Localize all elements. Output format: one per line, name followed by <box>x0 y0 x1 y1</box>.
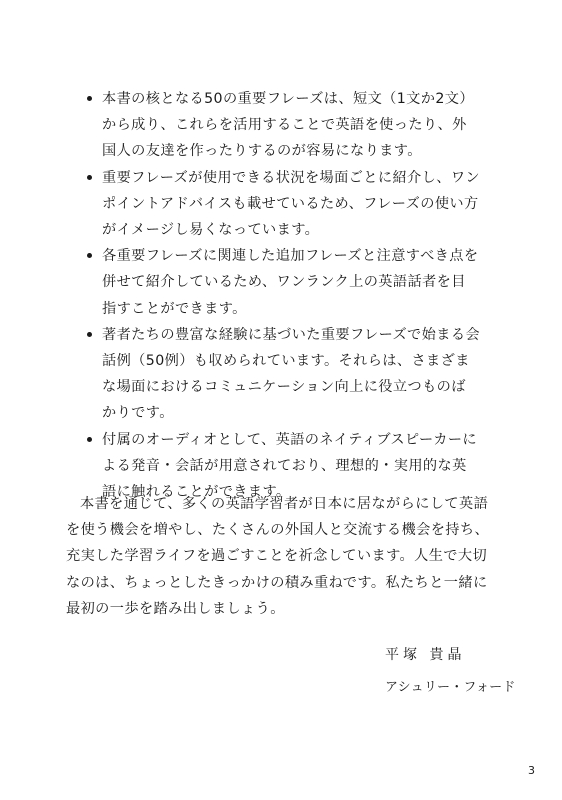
feature-bullet-list <box>84 86 480 505</box>
bullet-dot-icon <box>87 253 92 258</box>
author-name-1: 平塚 貴晶 <box>385 647 466 663</box>
bullet-text: 本書の核となる50の重要フレーズは、短文（1文か2文）から成り、これらを活用することで英語を使ったり、外国人の友達を作ったりするのが容易になります。 <box>102 91 474 160</box>
bullet-dot-icon <box>87 175 92 180</box>
bullet-text: 各重要フレーズに関連した追加フレーズと注意すべき点を併せて紹介しているため、ワンランク上の英語話者を目指すことができます。 <box>102 248 479 317</box>
page-number: 3 <box>528 764 535 777</box>
bullet-text: 付属のオーディオとして、英語のネイティブスピーカーによる発音・会話が用意されており、理想的・実用的な英語に触れることができます。 <box>102 431 478 501</box>
closing-paragraph: 本書を通じて、多くの英語学習者が日本に居ながらにして英語を使う機会を増やし、たくさんの外国人と交流する機会を持ち、充実した学習ライフを過ごすことを祈念しています。人生で大切なのは、ちょっとしたきっかけの積み重ねです。私たちと一緒に最初の一歩を踏み出しましょう。 <box>66 496 490 617</box>
bullet-item <box>84 322 480 427</box>
bullet-item <box>84 165 480 244</box>
bullet-item <box>84 243 480 322</box>
bullet-text: 著者たちの豊富な経験に基づいた重要フレーズで始まる会話例（50例）も収められています。それらは、さまざまな場面におけるコミュニケーション向上に役立つものばかりです。 <box>102 326 480 422</box>
bullet-dot-icon <box>87 332 92 337</box>
bullet-dot-icon <box>87 96 92 101</box>
bullet-text: 重要フレーズが使用できる状況を場面ごとに紹介し、ワンポイントアドバイスも載せているため、フレーズの使い方がイメージし易くなっています。 <box>102 169 480 239</box>
author-name-2: アシュリー・フォード <box>385 680 516 695</box>
bullet-item <box>84 86 480 165</box>
bullet-dot-icon <box>87 437 92 442</box>
